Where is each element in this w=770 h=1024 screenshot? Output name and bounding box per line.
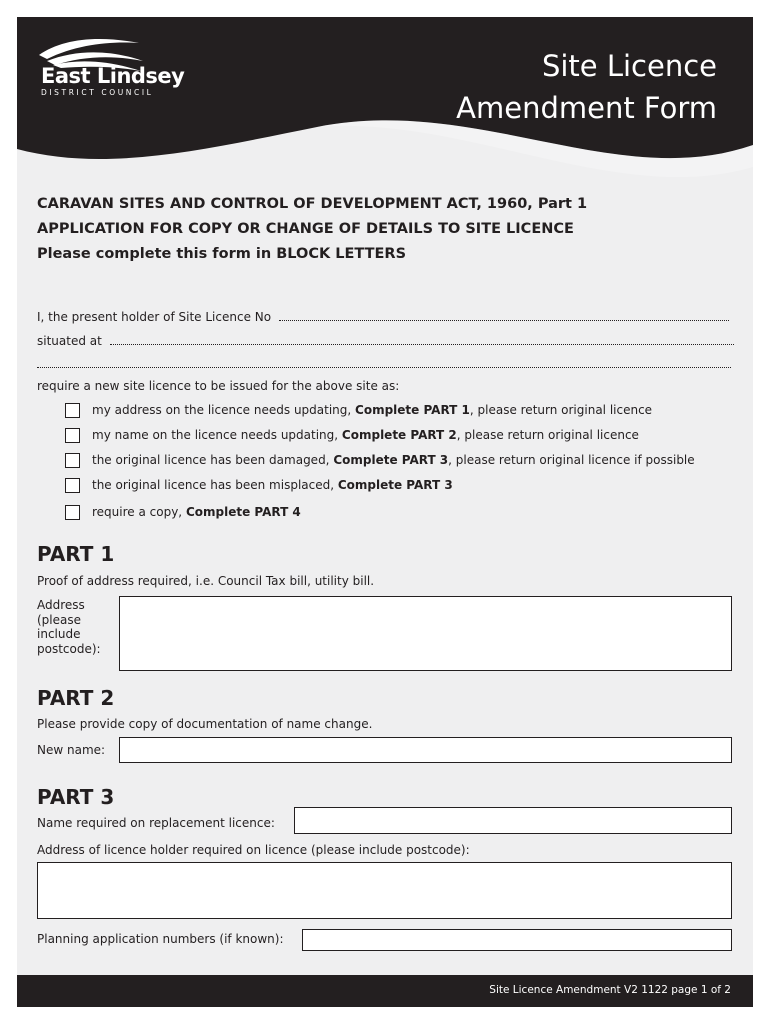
licence-number-field[interactable] xyxy=(279,309,729,321)
option-row: my name on the licence needs updating, Complete PART 2, please return original licence xyxy=(65,426,639,444)
page-footer xyxy=(17,975,753,1007)
situated-at-field-line-2[interactable] xyxy=(37,356,731,368)
form-title xyxy=(456,45,717,129)
part3-planning-input[interactable] xyxy=(302,929,732,951)
option-row: the original licence has been damaged, Complete PART 3, please return original licence if possible xyxy=(65,451,695,469)
instruction-heading: Please complete this form in BLOCK LETTERS xyxy=(37,246,407,262)
part2-new-name-label: New name: xyxy=(37,743,106,757)
part1-note: Proof of address required, i.e. Council Tax bill, utility bill. xyxy=(37,574,375,588)
council-logo xyxy=(41,65,184,99)
part2-new-name-input[interactable] xyxy=(119,737,732,763)
part2-note: Please provide copy of documentation of name change. xyxy=(37,717,373,731)
licence-number-label: I, the present holder of Site Licence No xyxy=(37,310,272,324)
option-checkbox[interactable] xyxy=(65,453,80,468)
part1-address-label: Address (please include postcode): xyxy=(37,598,101,656)
footer-text: Site Licence Amendment V2 1122 page 1 of 2 xyxy=(489,984,731,996)
situated-at-row xyxy=(37,333,734,349)
part3-name-input[interactable] xyxy=(294,807,732,834)
form-title-line-1: Site Licence xyxy=(541,49,717,83)
situated-at-continuation xyxy=(37,356,731,372)
option-row: the original licence has been misplaced, Complete PART 3 xyxy=(65,476,453,494)
part1-address-input[interactable] xyxy=(119,596,732,671)
option-checkbox[interactable] xyxy=(65,403,80,418)
part3-name-label: Name required on replacement licence: xyxy=(37,816,275,830)
option-checkbox[interactable] xyxy=(65,505,80,520)
situated-at-label: situated at xyxy=(37,334,102,348)
application-heading: APPLICATION FOR COPY OR CHANGE OF DETAILS TO SITE LICENCE xyxy=(37,221,574,237)
situated-at-field[interactable] xyxy=(110,333,734,345)
option-row: require a copy, Complete PART 4 xyxy=(65,503,301,521)
option-row: my address on the licence needs updating, Complete PART 1, please return original licence xyxy=(65,401,652,419)
option-checkbox[interactable] xyxy=(65,478,80,493)
option-checkbox[interactable] xyxy=(65,428,80,443)
form-page xyxy=(17,17,753,1007)
require-label: require a new site licence to be issued for the above site as: xyxy=(37,379,400,393)
part2-title: PART 2 xyxy=(37,686,115,710)
form-title-line-2: Amendment Form xyxy=(456,91,717,125)
part3-planning-label: Planning application numbers (if known): xyxy=(37,932,284,946)
logo-name: East Lindsey xyxy=(41,64,185,88)
act-heading: CARAVAN SITES AND CONTROL OF DEVELOPMENT ACT, 1960, Part 1 xyxy=(37,196,588,212)
part3-address-input[interactable] xyxy=(37,862,732,919)
part1-title: PART 1 xyxy=(37,542,115,566)
licence-number-row xyxy=(37,309,729,325)
part3-address-label: Address of licence holder required on licence (please include postcode): xyxy=(37,843,470,857)
logo-subtitle: DISTRICT COUNCIL xyxy=(41,88,154,97)
part3-title: PART 3 xyxy=(37,785,115,809)
